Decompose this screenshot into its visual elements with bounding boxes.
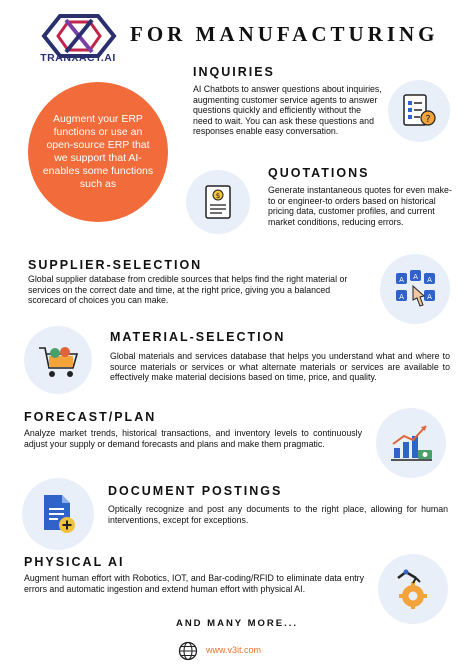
forecast-text: Analyze market trends, historical transactions, and inventory levels to continuously adjust your supply or demand forecasts and plans and make them pragmatic. [24, 428, 362, 449]
svg-text:A: A [427, 293, 432, 301]
quotations-text: Generate instantaneous quotes for even make-to or engineer-to orders based on historical pricing data, customer profiles, and current market conditions, reducing errors. [268, 185, 452, 227]
material-icon-circle [24, 326, 92, 394]
supplier-icon-circle [380, 254, 450, 324]
cart-materials-icon [35, 340, 81, 380]
document-title: DOCUMENT POSTINGS [108, 484, 283, 498]
svg-text:?: ? [425, 114, 431, 125]
inquiries-icon-circle [388, 80, 450, 142]
website-link[interactable]: www.v3it.com [206, 645, 262, 655]
physical-title: PHYSICAL AI [24, 555, 125, 569]
add-document-icon [38, 492, 78, 536]
quotations-icon-circle [186, 170, 250, 234]
growth-chart-icon [388, 422, 434, 464]
supplier-selection-icon [391, 268, 439, 310]
physical-icon-circle [378, 554, 448, 624]
intro-circle [28, 82, 168, 222]
svg-text:A: A [413, 273, 418, 281]
intro-text: Augment your ERP functions or use an open-source ERP that we support that AI-enables some functions such as [42, 112, 154, 191]
page-title: FOR MANUFACTURING [130, 22, 439, 46]
supplier-title: SUPPLIER-SELECTION [28, 258, 203, 272]
material-text: Global materials and services database that helps you understand what and where to source materials or services or what alternate materials or services are available to effectively make material decisions based on time, price, and quality. [110, 351, 450, 383]
svg-text:A: A [427, 276, 432, 284]
svg-text:A: A [399, 293, 404, 301]
physical-text: Augment human effort with Robotics, IOT, and Bar-coding/RFID to eliminate data entry errors and automatic ingestion and extend human effort with physical AI. [24, 573, 364, 594]
inquiries-title: INQUIRIES [193, 65, 275, 79]
inquiries-text: AI Chatbots to answer questions about inquiries, augmenting customer service agents to answer questions quickly and efficiently without the need to wait. You can ask these questions and responses enable easy conversation. [193, 84, 382, 137]
robot-arm-gear-icon [390, 568, 436, 610]
document-text: Optically recognize and post any documents to the right place, allowing for human interventions, except for exceptions. [108, 504, 448, 525]
quotations-title: QUOTATIONS [268, 166, 370, 180]
globe-icon [178, 641, 198, 661]
invoice-dollar-icon [198, 182, 238, 222]
checklist-question-icon [399, 91, 439, 131]
supplier-text: Global supplier database from credible sources that helps find the right material or services on the correct date and time, at the right price, giving you a balanced scorecard of choices you can make. [28, 274, 348, 306]
and-many-more: AND MANY MORE... [175, 618, 299, 629]
forecast-icon-circle [376, 408, 446, 478]
svg-text:$: $ [215, 192, 221, 200]
brand-name: TRANXACT.AI [40, 52, 116, 64]
forecast-title: FORECAST/PLAN [24, 410, 157, 424]
document-icon-circle [22, 478, 94, 550]
svg-text:A: A [399, 276, 404, 284]
material-title: MATERIAL-SELECTION [110, 330, 286, 344]
